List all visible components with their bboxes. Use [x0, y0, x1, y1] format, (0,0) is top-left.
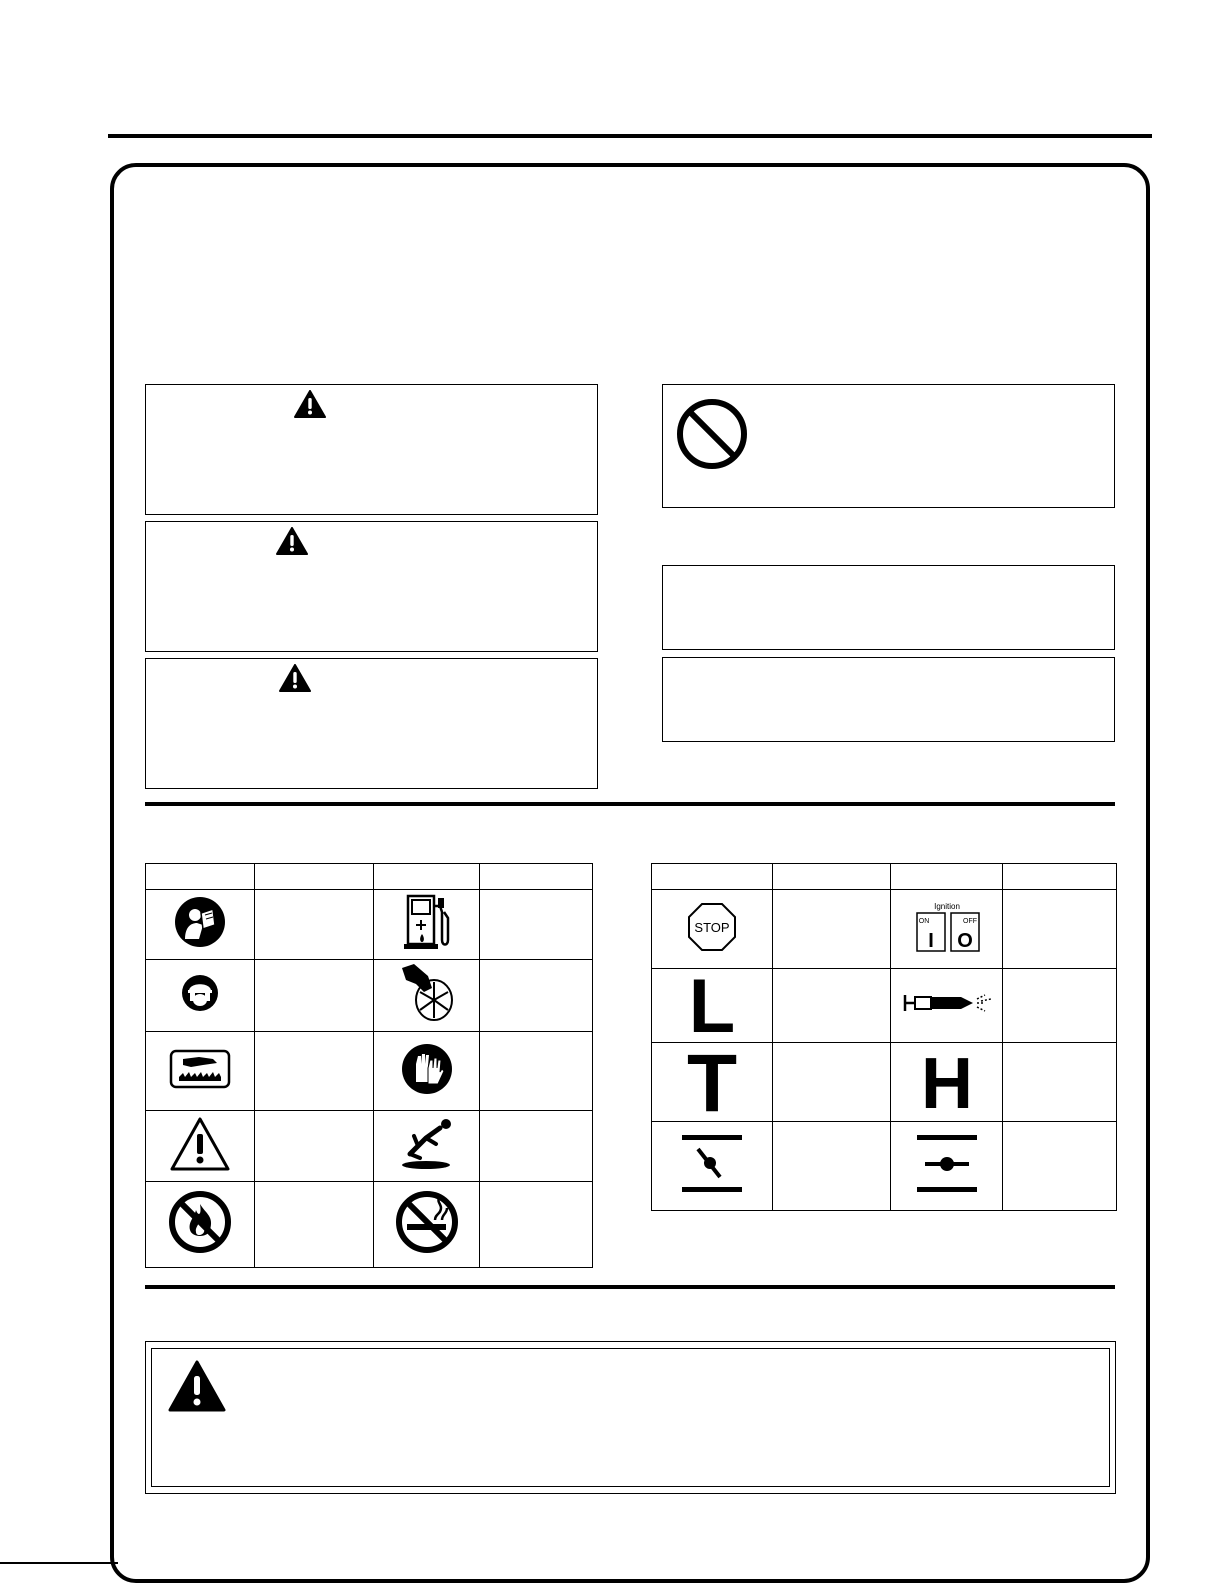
table-row	[146, 1111, 593, 1182]
choke-closed-icon	[652, 1122, 773, 1211]
wear-gloves-icon	[374, 1032, 480, 1111]
choke-open-icon	[891, 1122, 1003, 1211]
symbol-description	[1003, 1122, 1117, 1211]
slip-fall-icon	[374, 1111, 480, 1182]
prohibition-icon	[675, 397, 749, 471]
fuel-pump-icon	[374, 890, 480, 960]
letter-l: L	[688, 970, 736, 1036]
column-header	[652, 864, 773, 890]
letter-h: H	[920, 1049, 973, 1110]
warning-triangle-icon	[168, 1360, 226, 1412]
on-symbol: I	[927, 929, 934, 952]
general-warning-inner-border	[151, 1348, 1110, 1487]
hot-surface-hand-icon	[146, 1032, 255, 1111]
column-header	[1003, 864, 1117, 890]
symbol-description	[480, 1111, 593, 1182]
symbol-description	[1003, 969, 1117, 1043]
symbol-description	[480, 1032, 593, 1111]
letter-l-icon	[652, 969, 773, 1043]
symbol-description	[480, 960, 593, 1032]
symbol-description	[1003, 890, 1117, 969]
important-box	[662, 565, 1115, 650]
table-row	[652, 969, 1117, 1043]
letter-h-icon	[891, 1043, 1003, 1122]
read-manual-icon	[146, 890, 255, 960]
off-label: OFF	[962, 917, 977, 925]
stop-label: STOP	[694, 919, 730, 935]
symbol-description	[1003, 1043, 1117, 1122]
section-rule	[145, 1285, 1115, 1289]
letter-t-icon	[652, 1043, 773, 1122]
warning-triangle-icon	[294, 390, 326, 418]
table-row	[652, 1122, 1117, 1211]
danger-box	[145, 384, 598, 515]
column-header	[146, 864, 255, 890]
symbol-description	[255, 960, 374, 1032]
caution-box	[145, 658, 598, 789]
ignition-switch-icon	[891, 890, 1003, 969]
column-header	[255, 864, 374, 890]
symbol-description	[773, 969, 891, 1043]
ignition-title: Ignition	[933, 901, 960, 911]
warning-box	[145, 521, 598, 652]
no-smoking-icon	[374, 1182, 480, 1268]
symbol-description	[773, 890, 891, 969]
table-row	[146, 890, 593, 960]
symbol-description	[480, 1182, 593, 1268]
spark-plug-icon	[891, 969, 1003, 1043]
table-row	[146, 960, 593, 1032]
warning-triangle-icon	[276, 527, 308, 555]
letter-t: T	[687, 1044, 737, 1115]
note-box	[662, 657, 1115, 742]
symbol-description	[255, 890, 374, 960]
column-header	[374, 864, 480, 890]
warning-triangle-icon	[279, 664, 311, 692]
column-header	[480, 864, 593, 890]
table-row	[146, 1032, 593, 1111]
table-row	[652, 1043, 1117, 1122]
wear-head-protection-icon	[146, 960, 255, 1032]
symbol-description	[773, 1122, 891, 1211]
symbol-description	[480, 890, 593, 960]
table-row	[146, 1182, 593, 1268]
symbol-description	[255, 1111, 374, 1182]
symbols-table-right	[651, 863, 1117, 1211]
prohibition-box	[662, 384, 1115, 508]
symbol-description	[255, 1182, 374, 1268]
on-label: ON	[918, 917, 929, 925]
rotating-blade-hand-icon	[374, 960, 480, 1032]
off-symbol: O	[956, 929, 973, 952]
no-fire-icon	[146, 1182, 255, 1268]
stop-sign-icon	[652, 890, 773, 969]
header-rule	[108, 134, 1152, 138]
general-warning-box	[145, 1341, 1116, 1494]
section-rule	[145, 802, 1115, 806]
column-header	[891, 864, 1003, 890]
column-header	[773, 864, 891, 890]
table-row	[652, 890, 1117, 969]
warning-triangle-icon	[146, 1111, 255, 1182]
symbols-table-left	[145, 863, 593, 1268]
symbol-description	[773, 1043, 891, 1122]
footer-rule	[0, 1562, 118, 1564]
symbol-description	[255, 1032, 374, 1111]
